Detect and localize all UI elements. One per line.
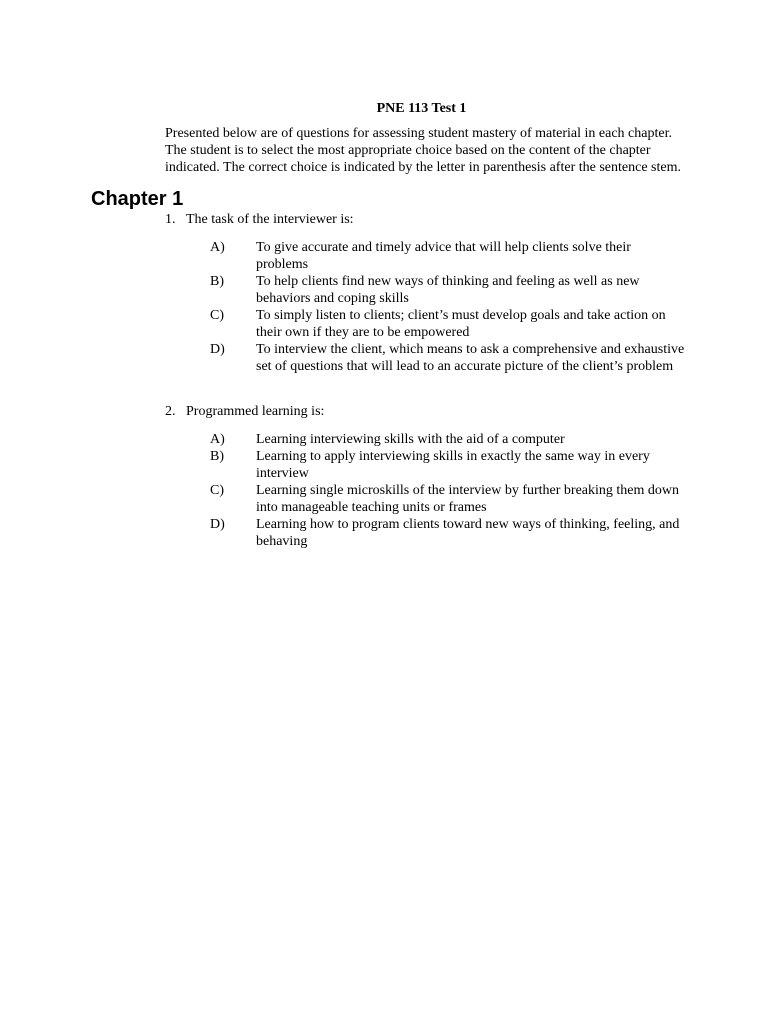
chapter-heading: Chapter 1 bbox=[91, 188, 184, 210]
answer-option-c bbox=[210, 482, 685, 516]
option-text: Learning single microskills of the interview by further breaking them down into manageable teaching units or frames bbox=[256, 483, 680, 515]
question-number: 2. bbox=[165, 404, 176, 419]
question-stem bbox=[165, 403, 685, 420]
option-letter: C) bbox=[210, 308, 224, 323]
answer-options bbox=[210, 431, 685, 550]
option-letter: B) bbox=[210, 449, 224, 464]
option-text: Learning interviewing skills with the aid of a computer bbox=[256, 432, 565, 447]
option-letter: A) bbox=[210, 432, 225, 447]
option-letter: B) bbox=[210, 274, 224, 289]
answer-option-a bbox=[210, 431, 685, 448]
answer-option-d bbox=[210, 516, 685, 550]
option-letter: A) bbox=[210, 240, 225, 255]
question-1 bbox=[165, 211, 685, 375]
answer-option-b bbox=[210, 448, 685, 482]
option-text: Learning to apply interviewing skills in exactly the same way in every interview bbox=[256, 449, 650, 481]
question-stem bbox=[165, 211, 685, 228]
intro-paragraph: Presented below are of questions for assessing student mastery of material in each chapter. The student is to select the most appropriate choice based on the content of the chapter indicated. The correct choice is indicated by the letter in parenthesis after the sentence stem. bbox=[165, 126, 681, 175]
question-number: 1. bbox=[165, 212, 176, 227]
option-text: To give accurate and timely advice that will help clients solve their problems bbox=[256, 240, 631, 272]
answer-option-a bbox=[210, 239, 685, 273]
answer-option-c bbox=[210, 307, 685, 341]
option-text: To interview the client, which means to ask a comprehensive and exhaustive set of questions that will lead to an accurate picture of the client’s problem bbox=[256, 342, 685, 374]
question-2 bbox=[165, 403, 685, 550]
option-text: To help clients find new ways of thinking and feeling as well as new behaviors and coping skills bbox=[256, 274, 640, 306]
option-text: To simply listen to clients; client’s must develop goals and take action on their own if they are to be empowered bbox=[256, 308, 666, 340]
answer-option-d bbox=[210, 341, 685, 375]
option-letter: D) bbox=[210, 517, 225, 532]
option-letter: C) bbox=[210, 483, 224, 498]
answer-option-b bbox=[210, 273, 685, 307]
option-text: Learning how to program clients toward new ways of thinking, feeling, and behaving bbox=[256, 517, 680, 549]
answer-options bbox=[210, 239, 685, 375]
option-letter: D) bbox=[210, 342, 225, 357]
document-title: PNE 113 Test 1 bbox=[376, 101, 467, 116]
question-text: The task of the interviewer is: bbox=[186, 212, 354, 227]
question-text: Programmed learning is: bbox=[186, 404, 325, 419]
